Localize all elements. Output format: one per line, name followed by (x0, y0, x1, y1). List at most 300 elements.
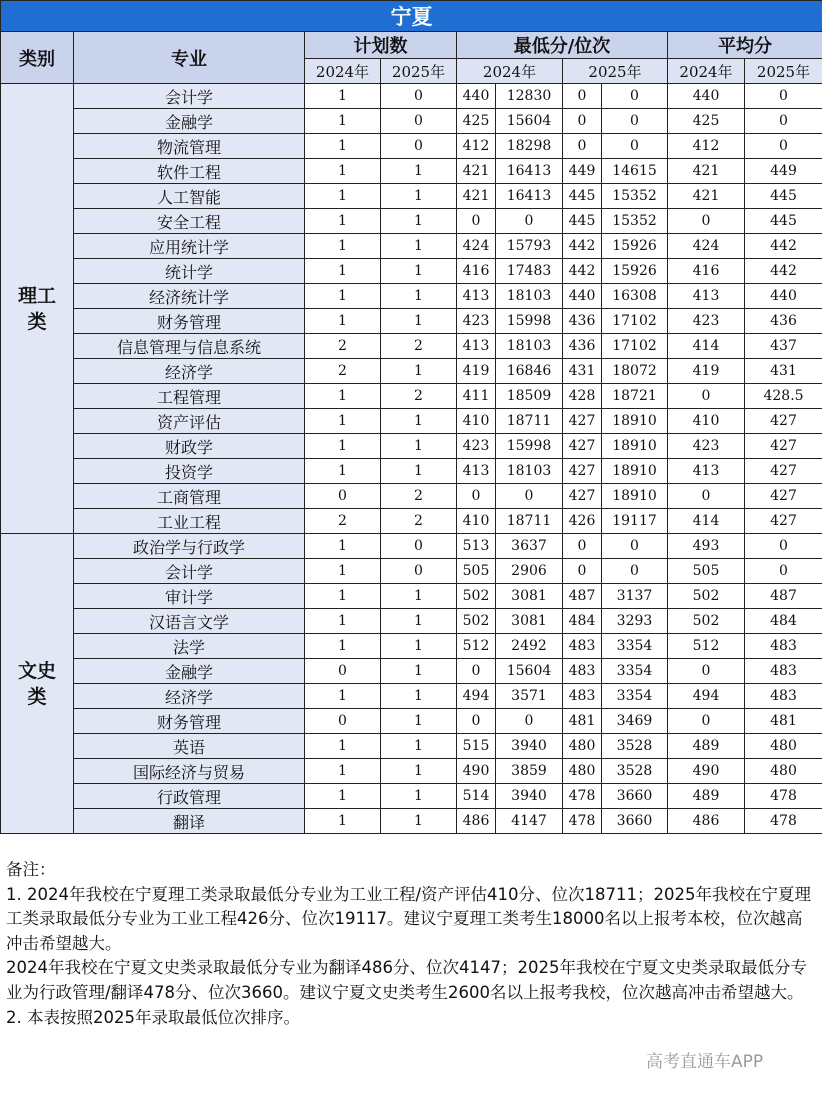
min-score-2025-cell: 0 (563, 559, 602, 584)
header-min-2024: 2024年 (457, 59, 563, 84)
avg-2025-cell: 427 (745, 434, 822, 459)
avg-2025-cell: 483 (745, 684, 822, 709)
avg-2025-cell: 427 (745, 459, 822, 484)
min-score-2025-cell: 442 (563, 234, 602, 259)
avg-2024-cell: 423 (668, 309, 745, 334)
plan-2025-cell: 0 (381, 134, 457, 159)
avg-2024-cell: 494 (668, 684, 745, 709)
table-row (1, 109, 822, 134)
min-score-2025-cell: 427 (563, 459, 602, 484)
rank-2024-cell: 15604 (496, 659, 563, 684)
rank-2025-cell: 18910 (602, 459, 668, 484)
note-2: 2. 本表按照2025年录取最低位次排序。 (6, 1007, 300, 1027)
plan-2025-cell: 1 (381, 409, 457, 434)
table-row (1, 709, 822, 734)
rank-2025-cell: 18910 (602, 484, 668, 509)
min-score-2024-cell: 413 (457, 459, 496, 484)
header-min-rank: 最低分/位次 (457, 32, 668, 59)
plan-2024-cell: 1 (305, 734, 381, 759)
plan-2025-cell: 1 (381, 809, 457, 834)
avg-2024-cell: 489 (668, 784, 745, 809)
plan-2025-cell: 1 (381, 709, 457, 734)
plan-2025-cell: 0 (381, 534, 457, 559)
min-score-2025-cell: 0 (563, 84, 602, 109)
plan-2025-cell: 2 (381, 509, 457, 534)
rank-2024-cell: 18103 (496, 334, 563, 359)
major-cell: 安全工程 (74, 209, 305, 234)
rank-2025-cell: 14615 (602, 159, 668, 184)
major-cell: 汉语言文学 (74, 609, 305, 634)
min-score-2024-cell: 423 (457, 309, 496, 334)
min-score-2024-cell: 0 (457, 209, 496, 234)
avg-2025-cell: 428.5 (745, 384, 822, 409)
avg-2024-cell: 0 (668, 384, 745, 409)
min-score-2024-cell: 502 (457, 609, 496, 634)
plan-2025-cell: 1 (381, 634, 457, 659)
avg-2025-cell: 478 (745, 784, 822, 809)
rank-2025-cell: 18721 (602, 384, 668, 409)
major-cell: 人工智能 (74, 184, 305, 209)
plan-2024-cell: 1 (305, 459, 381, 484)
rank-2025-cell: 3137 (602, 584, 668, 609)
table-row (1, 359, 822, 384)
plan-2024-cell: 1 (305, 234, 381, 259)
min-score-2024-cell: 410 (457, 509, 496, 534)
min-score-2024-cell: 502 (457, 584, 496, 609)
major-cell: 资产评估 (74, 409, 305, 434)
table-row (1, 84, 822, 109)
avg-2025-cell: 442 (745, 234, 822, 259)
major-cell: 经济学 (74, 684, 305, 709)
min-score-2025-cell: 0 (563, 134, 602, 159)
avg-2024-cell: 0 (668, 709, 745, 734)
table-row (1, 484, 822, 509)
plan-2025-cell: 1 (381, 309, 457, 334)
table-row (1, 809, 822, 834)
min-score-2025-cell: 431 (563, 359, 602, 384)
avg-2024-cell: 512 (668, 634, 745, 659)
rank-2024-cell: 3940 (496, 784, 563, 809)
plan-2025-cell: 1 (381, 234, 457, 259)
avg-2025-cell: 449 (745, 159, 822, 184)
rank-2025-cell: 3293 (602, 609, 668, 634)
min-score-2025-cell: 481 (563, 709, 602, 734)
rank-2025-cell: 15352 (602, 209, 668, 234)
min-score-2024-cell: 512 (457, 634, 496, 659)
rank-2025-cell: 0 (602, 109, 668, 134)
plan-2025-cell: 2 (381, 334, 457, 359)
rank-2024-cell: 3571 (496, 684, 563, 709)
major-cell: 经济统计学 (74, 284, 305, 309)
plan-2025-cell: 1 (381, 459, 457, 484)
avg-2024-cell: 414 (668, 509, 745, 534)
avg-2025-cell: 0 (745, 134, 822, 159)
rank-2025-cell: 15926 (602, 234, 668, 259)
plan-2024-cell: 1 (305, 434, 381, 459)
plan-2025-cell: 0 (381, 84, 457, 109)
rank-2024-cell: 18103 (496, 459, 563, 484)
avg-2024-cell: 421 (668, 159, 745, 184)
avg-2025-cell: 0 (745, 559, 822, 584)
rank-2025-cell: 18072 (602, 359, 668, 384)
avg-2025-cell: 487 (745, 584, 822, 609)
min-score-2025-cell: 445 (563, 209, 602, 234)
plan-2025-cell: 1 (381, 759, 457, 784)
plan-2025-cell: 1 (381, 784, 457, 809)
major-cell: 金融学 (74, 109, 305, 134)
min-score-2024-cell: 423 (457, 434, 496, 459)
rank-2025-cell: 3528 (602, 759, 668, 784)
rank-2025-cell: 3354 (602, 684, 668, 709)
min-score-2024-cell: 425 (457, 109, 496, 134)
table-row (1, 584, 822, 609)
table-row (1, 684, 822, 709)
avg-2024-cell: 410 (668, 409, 745, 434)
rank-2024-cell: 15793 (496, 234, 563, 259)
min-score-2024-cell: 486 (457, 809, 496, 834)
plan-2024-cell: 1 (305, 109, 381, 134)
table-row (1, 609, 822, 634)
rank-2024-cell: 18298 (496, 134, 563, 159)
avg-2025-cell: 481 (745, 709, 822, 734)
rank-2025-cell: 17102 (602, 309, 668, 334)
notes-heading: 备注： (6, 860, 56, 879)
min-score-2024-cell: 416 (457, 259, 496, 284)
header-average: 平均分 (668, 32, 822, 59)
min-score-2025-cell: 480 (563, 734, 602, 759)
min-score-2025-cell: 426 (563, 509, 602, 534)
plan-2024-cell: 1 (305, 284, 381, 309)
rank-2025-cell: 3354 (602, 634, 668, 659)
rank-2025-cell: 18910 (602, 409, 668, 434)
major-cell: 物流管理 (74, 134, 305, 159)
min-score-2025-cell: 483 (563, 634, 602, 659)
major-cell: 翻译 (74, 809, 305, 834)
rank-2024-cell: 0 (496, 484, 563, 509)
table-row (1, 209, 822, 234)
plan-2025-cell: 1 (381, 184, 457, 209)
min-score-2024-cell: 0 (457, 484, 496, 509)
rank-2024-cell: 12830 (496, 84, 563, 109)
table-row (1, 659, 822, 684)
plan-2024-cell: 1 (305, 759, 381, 784)
table-row (1, 184, 822, 209)
avg-2025-cell: 442 (745, 259, 822, 284)
rank-2025-cell: 0 (602, 84, 668, 109)
table-title: 宁夏 (1, 1, 822, 32)
plan-2024-cell: 1 (305, 134, 381, 159)
rank-2025-cell: 0 (602, 559, 668, 584)
rank-2024-cell: 16413 (496, 184, 563, 209)
table-row (1, 384, 822, 409)
header-row-1 (1, 32, 822, 59)
min-score-2025-cell: 427 (563, 409, 602, 434)
min-score-2024-cell: 0 (457, 659, 496, 684)
avg-2025-cell: 480 (745, 759, 822, 784)
plan-2024-cell: 1 (305, 184, 381, 209)
header-category: 类别 (1, 32, 74, 84)
avg-2025-cell: 427 (745, 409, 822, 434)
avg-2025-cell: 483 (745, 634, 822, 659)
min-score-2025-cell: 487 (563, 584, 602, 609)
rank-2024-cell: 2906 (496, 559, 563, 584)
plan-2025-cell: 1 (381, 434, 457, 459)
plan-2024-cell: 1 (305, 534, 381, 559)
major-cell: 会计学 (74, 84, 305, 109)
plan-2025-cell: 1 (381, 659, 457, 684)
plan-2024-cell: 0 (305, 659, 381, 684)
major-cell: 法学 (74, 634, 305, 659)
table-row (1, 259, 822, 284)
notes-section (6, 858, 818, 1030)
min-score-2025-cell: 0 (563, 109, 602, 134)
rank-2025-cell: 17102 (602, 334, 668, 359)
header-major: 专业 (74, 32, 305, 84)
plan-2025-cell: 1 (381, 609, 457, 634)
table-row (1, 309, 822, 334)
rank-2024-cell: 15998 (496, 434, 563, 459)
avg-2024-cell: 413 (668, 459, 745, 484)
plan-2024-cell: 1 (305, 259, 381, 284)
major-cell: 统计学 (74, 259, 305, 284)
rank-2025-cell: 3354 (602, 659, 668, 684)
min-score-2024-cell: 0 (457, 709, 496, 734)
plan-2024-cell: 1 (305, 409, 381, 434)
plan-2024-cell: 1 (305, 609, 381, 634)
plan-2024-cell: 2 (305, 359, 381, 384)
min-score-2024-cell: 419 (457, 359, 496, 384)
plan-2024-cell: 0 (305, 484, 381, 509)
header-min-2025: 2025年 (563, 59, 668, 84)
major-cell: 政治学与行政学 (74, 534, 305, 559)
min-score-2024-cell: 411 (457, 384, 496, 409)
rank-2025-cell: 3469 (602, 709, 668, 734)
avg-2025-cell: 427 (745, 509, 822, 534)
major-cell: 经济学 (74, 359, 305, 384)
plan-2025-cell: 1 (381, 584, 457, 609)
avg-2025-cell: 431 (745, 359, 822, 384)
plan-2024-cell: 2 (305, 509, 381, 534)
min-score-2024-cell: 505 (457, 559, 496, 584)
min-score-2025-cell: 478 (563, 809, 602, 834)
avg-2024-cell: 490 (668, 759, 745, 784)
table-row (1, 459, 822, 484)
avg-2025-cell: 480 (745, 734, 822, 759)
min-score-2025-cell: 449 (563, 159, 602, 184)
avg-2024-cell: 0 (668, 484, 745, 509)
plan-2025-cell: 0 (381, 109, 457, 134)
avg-2025-cell: 484 (745, 609, 822, 634)
major-cell: 财政学 (74, 434, 305, 459)
min-score-2024-cell: 490 (457, 759, 496, 784)
rank-2024-cell: 15604 (496, 109, 563, 134)
plan-2025-cell: 0 (381, 559, 457, 584)
min-score-2025-cell: 480 (563, 759, 602, 784)
major-cell: 财务管理 (74, 309, 305, 334)
header-plan: 计划数 (305, 32, 457, 59)
plan-2025-cell: 1 (381, 684, 457, 709)
major-cell: 英语 (74, 734, 305, 759)
min-score-2025-cell: 436 (563, 334, 602, 359)
watermark-text: 高考直通车APP (646, 1052, 764, 1072)
avg-2024-cell: 502 (668, 584, 745, 609)
rank-2024-cell: 16846 (496, 359, 563, 384)
table-row (1, 759, 822, 784)
rank-2024-cell: 3637 (496, 534, 563, 559)
major-cell: 工商管理 (74, 484, 305, 509)
avg-2025-cell: 427 (745, 484, 822, 509)
avg-2024-cell: 423 (668, 434, 745, 459)
min-score-2024-cell: 424 (457, 234, 496, 259)
table-row (1, 734, 822, 759)
rank-2025-cell: 15352 (602, 184, 668, 209)
rank-2024-cell: 3940 (496, 734, 563, 759)
table-row (1, 534, 822, 559)
avg-2024-cell: 486 (668, 809, 745, 834)
rank-2024-cell: 2492 (496, 634, 563, 659)
min-score-2025-cell: 483 (563, 659, 602, 684)
table-row (1, 334, 822, 359)
min-score-2025-cell: 440 (563, 284, 602, 309)
rank-2025-cell: 0 (602, 134, 668, 159)
avg-2024-cell: 0 (668, 209, 745, 234)
avg-2025-cell: 440 (745, 284, 822, 309)
rank-2025-cell: 19117 (602, 509, 668, 534)
plan-2024-cell: 2 (305, 334, 381, 359)
rank-2024-cell: 16413 (496, 159, 563, 184)
rank-2024-cell: 0 (496, 209, 563, 234)
rank-2024-cell: 18711 (496, 509, 563, 534)
avg-2025-cell: 445 (745, 209, 822, 234)
min-score-2025-cell: 427 (563, 484, 602, 509)
major-cell: 工业工程 (74, 509, 305, 534)
rank-2024-cell: 0 (496, 709, 563, 734)
min-score-2025-cell: 436 (563, 309, 602, 334)
major-cell: 审计学 (74, 584, 305, 609)
min-score-2024-cell: 413 (457, 334, 496, 359)
min-score-2024-cell: 421 (457, 184, 496, 209)
plan-2025-cell: 1 (381, 159, 457, 184)
rank-2025-cell: 18910 (602, 434, 668, 459)
rank-2025-cell: 3660 (602, 784, 668, 809)
major-cell: 国际经济与贸易 (74, 759, 305, 784)
rank-2024-cell: 3081 (496, 609, 563, 634)
major-cell: 信息管理与信息系统 (74, 334, 305, 359)
table-row (1, 159, 822, 184)
rank-2024-cell: 18509 (496, 384, 563, 409)
min-score-2024-cell: 421 (457, 159, 496, 184)
avg-2024-cell: 412 (668, 134, 745, 159)
header-plan-2025: 2025年 (381, 59, 457, 84)
min-score-2024-cell: 514 (457, 784, 496, 809)
plan-2024-cell: 1 (305, 559, 381, 584)
table-row (1, 509, 822, 534)
plan-2025-cell: 1 (381, 284, 457, 309)
plan-2025-cell: 1 (381, 734, 457, 759)
table-row (1, 784, 822, 809)
rank-2024-cell: 17483 (496, 259, 563, 284)
avg-2025-cell: 483 (745, 659, 822, 684)
rank-2024-cell: 18103 (496, 284, 563, 309)
avg-2024-cell: 0 (668, 659, 745, 684)
rank-2025-cell: 0 (602, 534, 668, 559)
major-cell: 工程管理 (74, 384, 305, 409)
avg-2025-cell: 0 (745, 109, 822, 134)
avg-2024-cell: 440 (668, 84, 745, 109)
avg-2025-cell: 436 (745, 309, 822, 334)
rank-2025-cell: 16308 (602, 284, 668, 309)
avg-2024-cell: 489 (668, 734, 745, 759)
min-score-2025-cell: 442 (563, 259, 602, 284)
header-avg-2024: 2024年 (668, 59, 745, 84)
plan-2024-cell: 1 (305, 209, 381, 234)
avg-2024-cell: 419 (668, 359, 745, 384)
avg-2025-cell: 0 (745, 534, 822, 559)
avg-2025-cell: 0 (745, 84, 822, 109)
table-row (1, 234, 822, 259)
plan-2024-cell: 1 (305, 634, 381, 659)
plan-2025-cell: 1 (381, 209, 457, 234)
table-row (1, 634, 822, 659)
min-score-2025-cell: 428 (563, 384, 602, 409)
table-row (1, 434, 822, 459)
header-avg-2025: 2025年 (745, 59, 822, 84)
note-1: 1. 2024年我校在宁夏理工类录取最低分专业为工业工程/资产评估410分、位次18711；2025年我校在宁夏理工类录取最低分专业为工业工程426分、位次19117。建议宁夏理工类考生18000名以上报考本校，位次越高冲击希望越大。 (6, 884, 812, 953)
min-score-2025-cell: 478 (563, 784, 602, 809)
rank-2024-cell: 15998 (496, 309, 563, 334)
category-cell: 文史 类 (1, 534, 74, 834)
major-cell: 投资学 (74, 459, 305, 484)
category-cell: 理工 类 (1, 84, 74, 534)
avg-2024-cell: 493 (668, 534, 745, 559)
plan-2024-cell: 1 (305, 784, 381, 809)
avg-2025-cell: 478 (745, 809, 822, 834)
major-cell: 会计学 (74, 559, 305, 584)
major-cell: 金融学 (74, 659, 305, 684)
header-plan-2024: 2024年 (305, 59, 381, 84)
major-cell: 财务管理 (74, 709, 305, 734)
avg-2024-cell: 424 (668, 234, 745, 259)
min-score-2025-cell: 427 (563, 434, 602, 459)
plan-2024-cell: 1 (305, 159, 381, 184)
note-1-continued: 2024年我校在宁夏文史类录取最低分专业为翻译486分、位次4147；2025年我校在宁夏文史类录取最低分专业为行政管理/翻译478分、位次3660。建议宁夏文史类考生2600名以上报考我校，位次越高冲击希望越大。 (6, 958, 807, 1002)
major-cell: 应用统计学 (74, 234, 305, 259)
table-row (1, 559, 822, 584)
min-score-2024-cell: 412 (457, 134, 496, 159)
plan-2024-cell: 1 (305, 309, 381, 334)
min-score-2024-cell: 515 (457, 734, 496, 759)
min-score-2024-cell: 513 (457, 534, 496, 559)
plan-2024-cell: 1 (305, 684, 381, 709)
min-score-2025-cell: 445 (563, 184, 602, 209)
min-score-2025-cell: 484 (563, 609, 602, 634)
plan-2024-cell: 1 (305, 584, 381, 609)
rank-2024-cell: 18711 (496, 409, 563, 434)
rank-2024-cell: 3859 (496, 759, 563, 784)
major-cell: 行政管理 (74, 784, 305, 809)
min-score-2025-cell: 0 (563, 534, 602, 559)
avg-2024-cell: 414 (668, 334, 745, 359)
avg-2024-cell: 502 (668, 609, 745, 634)
min-score-2025-cell: 483 (563, 684, 602, 709)
min-score-2024-cell: 410 (457, 409, 496, 434)
rank-2025-cell: 15926 (602, 259, 668, 284)
rank-2025-cell: 3660 (602, 809, 668, 834)
plan-2024-cell: 1 (305, 384, 381, 409)
plan-2025-cell: 1 (381, 259, 457, 284)
min-score-2024-cell: 413 (457, 284, 496, 309)
plan-2025-cell: 2 (381, 484, 457, 509)
